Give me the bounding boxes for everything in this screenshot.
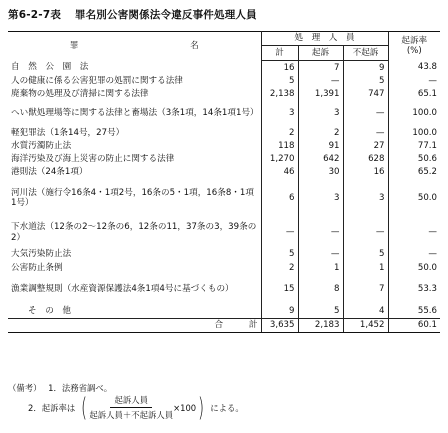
offense-name: 公害防止条例 [8,262,261,276]
offense-name: 河川法（施行令16条4・1項2号，16条の5・1項，16条8・1項1号） [8,179,261,218]
indicted-cell: 30 [298,166,343,179]
non-indicted-cell: 628 [343,153,388,166]
table-row [8,61,440,75]
note-2-prefix: 2．起訴率は [28,402,76,413]
table-row [8,153,440,166]
indicted-header: 起訴 [298,46,343,61]
offense-name: 人の健康に係る公害犯罪の処罰に関する法律 [8,75,261,88]
total-cell: 15 [283,284,295,295]
rate-cell: 100.0 [388,101,440,127]
indicted-cell: — [298,75,343,88]
offense-name: 合 計 [8,319,261,333]
indicted-cell: 642 [298,153,343,166]
formula [79,394,206,421]
total-cell: 3,635 [261,319,298,333]
offense-name: 下水道法（12条の2～12条の6，12条の11，37条の3，39条の2） [8,218,261,248]
rate-cell: 50.6 [388,153,440,166]
table-row [8,262,440,276]
non-indicted-cell: 9 [343,61,388,75]
offense-name: 海洋汚染及び海上災害の防止に関する法律 [8,153,261,166]
non-indicted-cell: 7 [343,276,388,304]
non-indicted-header: 不起訴 [343,46,388,61]
indicted-cell: 7 [298,61,343,75]
non-indicted-cell: 5 [343,248,388,262]
offense-name: へい獣処理場等に関する法律と畜場法（3条1項，14条1項1号） [8,101,261,127]
table-row [8,127,440,140]
rate-cell: — [388,218,440,248]
notes [8,382,440,394]
indicted-cell: 3 [298,101,343,127]
total-cell: 2 [289,263,295,274]
right-paren: ) [198,392,205,423]
fraction [89,394,173,421]
indicted-cell: 1,391 [298,88,343,101]
notes-label: （備考） [8,383,42,393]
table-row [8,75,440,88]
rate-cell: 50.0 [388,179,440,218]
indicted-cell: 3 [298,179,343,218]
non-indicted-cell: 16 [343,166,388,179]
table-number: 第6-2-7表 [8,9,62,21]
offense-name: そ の 他 [8,304,261,319]
indicted-cell: 2 [298,127,343,140]
total-cell: 1,270 [269,153,295,164]
indicted-cell: 8 [298,276,343,304]
total-cell: 118 [278,140,295,151]
table-row [8,248,440,262]
table-row [8,276,440,304]
total-cell: 9 [289,305,295,316]
note-2-suffix: による。 [210,402,244,413]
total-cell: 46 [283,166,295,177]
rate-header-unit: (%) [406,46,422,57]
indicted-cell: — [298,248,343,262]
total-cell: 2 [289,127,295,138]
total-cell: 2,138 [269,88,295,99]
rate-cell: 43.8 [388,61,440,75]
rate-header-label: 起訴率 [401,35,428,46]
offense-name: 漁業調整規則（水産資源保護法4条1項4号に基づくもの） [8,276,261,304]
offense-name: 港則法（24条1項） [8,166,261,179]
non-indicted-cell: — [343,127,388,140]
disposition-header: 処 理 人 員 [261,32,388,46]
non-indicted-cell: — [343,101,388,127]
indicted-cell: 2,183 [298,319,343,333]
offense-name: 廃棄物の処理及び清掃に関する法律 [8,88,261,101]
rate-cell: 50.0 [388,262,440,276]
total-cell: 3 [289,108,295,119]
non-indicted-cell: 27 [343,140,388,153]
non-indicted-cell: 1 [343,262,388,276]
note-2 [28,394,244,421]
rate-cell: 65.1 [388,88,440,101]
table-row [8,218,440,248]
total-cell: 5 [289,75,295,86]
table-row [8,304,440,319]
indicted-cell: 1 [298,262,343,276]
offense-table [8,31,440,333]
total-cell: 5 [289,249,295,260]
offense-name: 大気汚染防止法 [8,248,261,262]
rate-cell: — [388,248,440,262]
numerator: 起訴人員 [110,394,152,408]
table-title [8,7,257,22]
rate-cell: 60.1 [388,319,440,333]
indicted-cell: 91 [298,140,343,153]
rate-cell: 100.0 [388,127,440,140]
table-row [8,166,440,179]
rate-cell: 77.1 [388,140,440,153]
total-cell: 6 [289,192,295,203]
non-indicted-cell: 4 [343,304,388,319]
total-cell: — [285,227,295,238]
offense-name: 水質汚濁防止法 [8,140,261,153]
non-indicted-cell: 3 [343,179,388,218]
offense-name: 軽犯罪法（1条14号，27号） [8,127,261,140]
total-row [8,319,440,333]
non-indicted-cell: 747 [343,88,388,101]
table-row [8,88,440,101]
indicted-cell: — [298,218,343,248]
rate-cell: 53.3 [388,276,440,304]
rate-cell: — [388,75,440,88]
times-hundred: ×100 [173,402,197,413]
total-header: 計 [261,46,298,61]
denominator: 起訴人員＋不起訴人員 [89,410,174,420]
table-title-text: 罪名別公害関係法令違反事件処理人員 [74,9,257,21]
rate-header [388,32,440,61]
table-row [8,179,440,218]
left-paren: ( [81,392,88,423]
table-row [8,140,440,153]
rate-cell: 55.6 [388,304,440,319]
total-cell: 16 [283,62,295,73]
table-row [8,101,440,127]
indicted-cell: 5 [298,304,343,319]
note-1: 1．法務省調べ。 [48,383,113,393]
non-indicted-cell: — [343,218,388,248]
offense-name: 自 然 公 園 法 [8,61,261,75]
non-indicted-cell: 1,452 [343,319,388,333]
non-indicted-cell: 5 [343,75,388,88]
rate-cell: 65.2 [388,166,440,179]
offense-header: 罪 名 [8,32,261,61]
